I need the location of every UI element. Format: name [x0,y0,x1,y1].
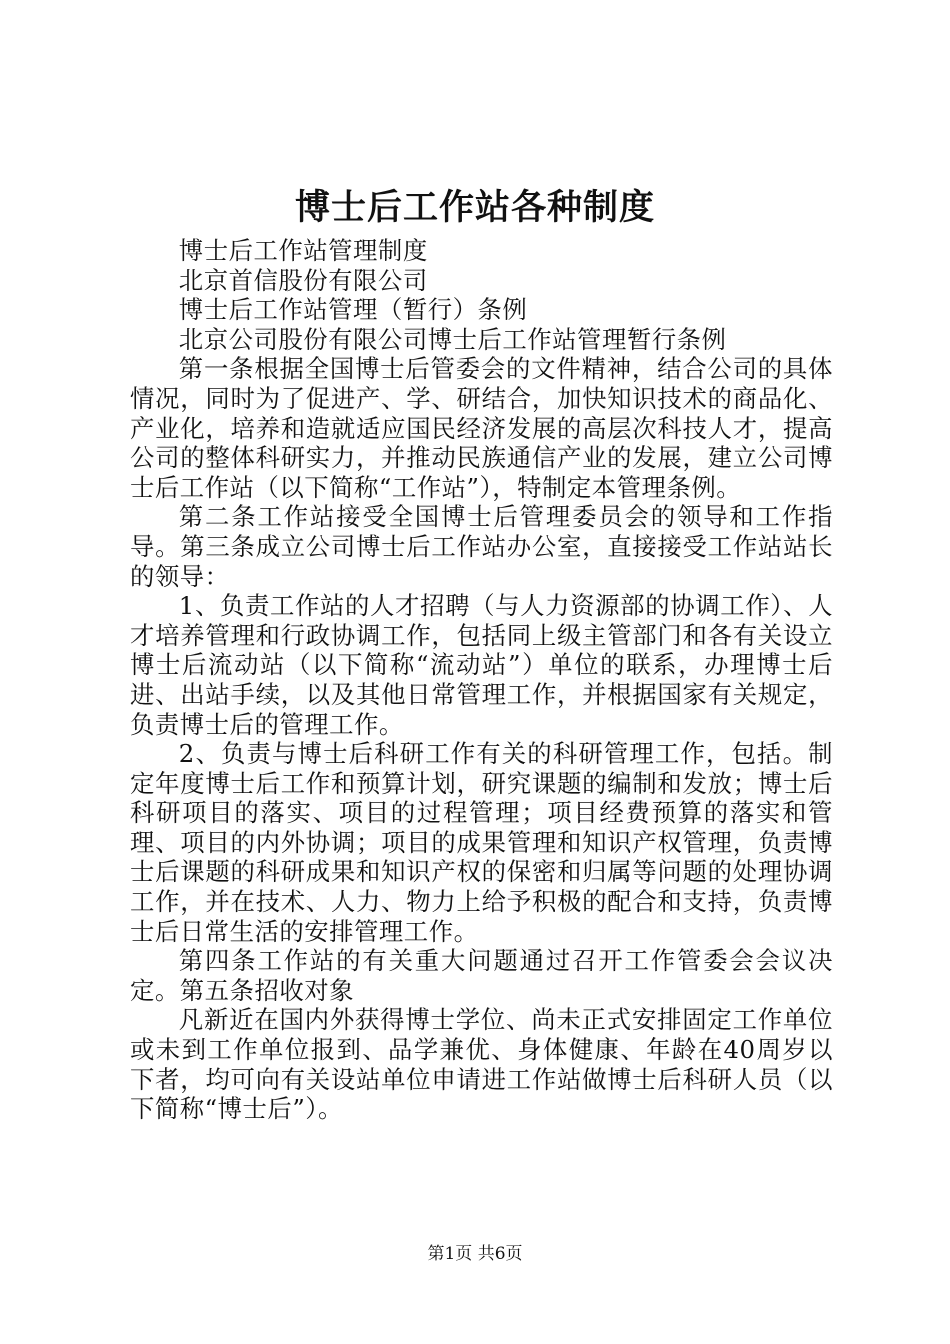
heading-line: 北京首信股份有限公司 [178,265,428,295]
document-title: 博士后工作站各种制度 [294,188,655,228]
document-body [130,236,833,1124]
page-number-footer: 第1页 共6页 [427,1244,523,1264]
paragraph: 第一条根据全国博士后管委会的文件精神，结合公司的具体情况，同时为了促进产、学、研结合，加快知识技术的商品化、产业化，培养和造就适应国民经济发展的高层次科技人才，提高公司的整体科研实力，并推动民族通信产业的发展，建立公司博士后工作站（以下简称“工作站”），特制定本管理条例。 [130,354,833,502]
paragraph: 1、负责工作站的人才招聘（与人力资源部的协调工作）、人才培养管理和行政协调工作，包括同上级主管部门和各有关设立博士后流动站（以下简称“流动站”）单位的联系，办理博士后进、出站手续，以及其他日常管理工作，并根据国家有关规定，负责博士后的管理工作。 [130,591,833,739]
paragraph: 第四条工作站的有关重大问题通过召开工作管委会会议决定。第五条招收对象 [130,946,833,1005]
paragraph: 2、负责与博士后科研工作有关的科研管理工作，包括。制定年度博士后工作和预算计划，研究课题的编制和发放；博士后科研项目的落实、项目的过程管理；项目经费预算的落实和管理、项目的内外协调；项目的成果管理和知识产权管理，负责博士后课题的科研成果和知识产权的保密和归属等问题的处理协调工作，并在技术、人力、物力上给予积极的配合和支持，负责博士后日常生活的安排管理工作。 [130,739,833,946]
heading-line: 北京公司股份有限公司博士后工作站管理暂行条例 [178,324,727,354]
paragraph: 第二条工作站接受全国博士后管理委员会的领导和工作指导。第三条成立公司博士后工作站办公室，直接接受工作站站长的领导： [130,502,833,591]
heading-line: 博士后工作站管理（暂行）条例 [178,295,528,325]
paragraph: 凡新近在国内外获得博士学位、尚未正式安排固定工作单位或未到工作单位报到、品学兼优、身体健康、年龄在40周岁以下者，均可向有关设站单位申请进工作站做博士后科研人员（以下简称“博士后”）。 [130,1005,833,1124]
heading-line: 博士后工作站管理制度 [178,236,428,265]
